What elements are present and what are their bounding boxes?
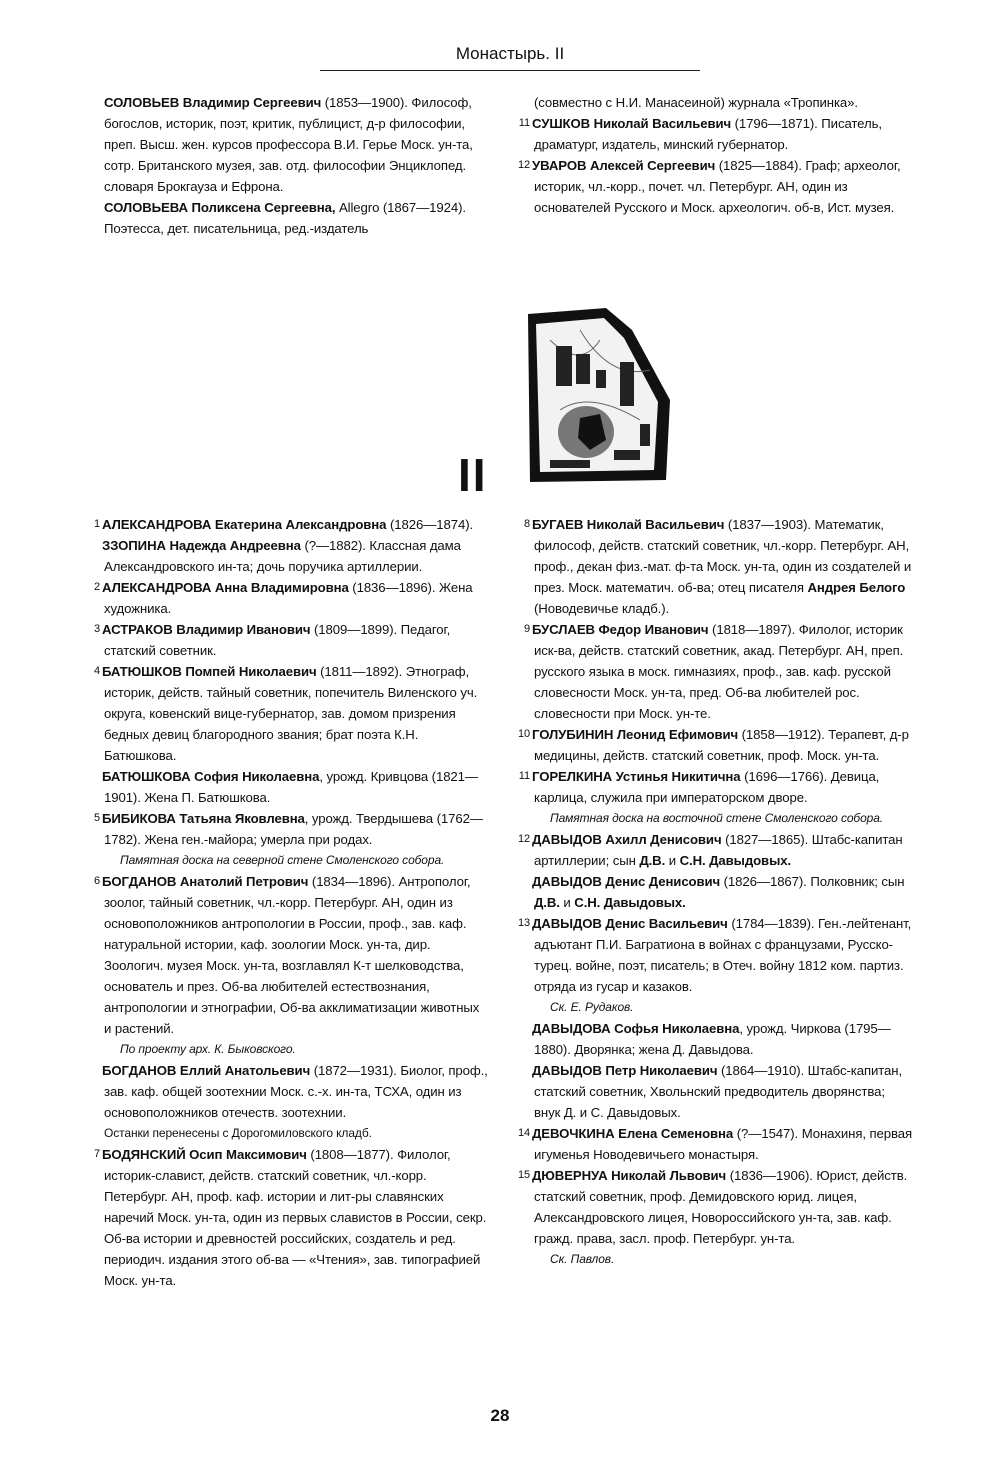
entry-name: ДАВЫДОВА Софья Николаевна bbox=[532, 1021, 740, 1036]
left-column bbox=[92, 514, 488, 1291]
list-item bbox=[92, 766, 488, 808]
entry-name: СОЛОВЬЕВ Владимир Сергеевич bbox=[104, 95, 322, 110]
top-right-column bbox=[518, 92, 914, 218]
list-item bbox=[92, 808, 488, 850]
entry-name: ГОРЕЛКИНА Устинья Никитична bbox=[532, 769, 741, 784]
entry-name: БОГДАНОВ Анатолий Петрович bbox=[102, 874, 309, 889]
list-item bbox=[518, 1123, 914, 1165]
list-item bbox=[522, 1060, 914, 1123]
entry-number: 12 bbox=[518, 833, 531, 845]
entry-text: (1826—1867). Полковник; сын bbox=[720, 874, 905, 889]
entry-text: (1696—1766). Девица, карлица, служила при императорском дворе. bbox=[534, 769, 880, 805]
cemetery-plan-image bbox=[520, 300, 680, 490]
entry-text: (1836—1896). Жена художника. bbox=[104, 580, 473, 616]
list-item bbox=[522, 619, 914, 724]
entry-name: ДАВЫДОВ Петр Николаевич bbox=[532, 1063, 718, 1078]
entry-number: 7 bbox=[93, 1148, 100, 1160]
entry-text: (1826—1874). bbox=[386, 517, 474, 532]
entry-text: (1827—1865). Штабс-капитан артиллерии; сын bbox=[534, 832, 903, 868]
list-item bbox=[518, 829, 914, 871]
entry-number: 13 bbox=[518, 917, 531, 929]
entry-number: 3 bbox=[93, 623, 100, 635]
entry-name: БОГДАНОВ Еллий Анатольевич bbox=[102, 1063, 311, 1078]
list-item bbox=[92, 577, 488, 619]
entry-name: БАТЮШКОВА София Николаевна bbox=[102, 769, 320, 784]
entry-text: (?—1882). Классная дама Александровского ин-та; дочь поручика артиллерии. bbox=[104, 538, 461, 574]
entry-name: БОДЯНСКИЙ Осип Максимович bbox=[102, 1147, 307, 1162]
entry-text: и bbox=[665, 853, 680, 868]
entry-note: Останки перенесены с Дорогомиловского кладб. bbox=[104, 1126, 372, 1140]
entry-text: (Новодевичье кладб.). bbox=[534, 601, 670, 616]
entry-name-ref: Андрея Белого bbox=[807, 580, 906, 595]
entry-text: (1864—1910). Штабс-капитан, статский советник, Хвольнский предводитель дворянства; внук Д. и С. Давыдовых. bbox=[534, 1063, 903, 1120]
entry-name: ГОЛУБИНИН Леонид Ефимович bbox=[532, 727, 739, 742]
entry-text: (1809—1899). Педагог, статский советник. bbox=[104, 622, 451, 658]
top-left-column bbox=[104, 92, 488, 239]
entry-text: (1784—1839). Ген.-лейтенант, адъютант П.И. Багратиона в войнах с французами, Русско-турец. войне, поэт, писатель; в Отеч. войну 1812 ком. партиз. отряда из гусар и казаков. bbox=[534, 916, 912, 994]
entry-number: 12 bbox=[518, 159, 531, 171]
entry-name: АЛЕКСАНДРОВА Екатерина Александровна bbox=[102, 517, 387, 532]
entry-name-ref: С.Н. Давыдовых. bbox=[679, 853, 792, 868]
entry-name: БУГАЕВ Николай Васильевич bbox=[532, 517, 725, 532]
entry-name: ДАВЫДОВ Ахилл Денисович bbox=[532, 832, 722, 847]
entry-name: АЛЕКСАНДРОВА Анна Владимировна bbox=[102, 580, 349, 595]
entry-name: АСТРАКОВ Владимир Иванович bbox=[102, 622, 311, 637]
entry-name-ref: Д.В. bbox=[639, 853, 666, 868]
list-item bbox=[92, 619, 488, 661]
list-item bbox=[522, 1018, 914, 1060]
list-item bbox=[92, 1144, 488, 1291]
entry-name: СУШКОВ Николай Васильевич bbox=[532, 116, 732, 131]
entry-note: Ск. Е. Рудаков. bbox=[550, 1000, 634, 1014]
entry-text: (1834—1896). Антрополог, зоолог, тайный советник, чл.-корр. Петербург. АН, один из основоположников антропологии в России, проф., зав. каф. натуральной истории, каф. зоологии Моск. ун-та, дир. Зоологич. музея Моск. ун-та, возглавлял К-т шелководства, основатель и през. Об-ва любителей естествознания, антропологии и этнографии, Об-ва акклиматизации животных и растений. bbox=[104, 874, 480, 1036]
entry-note: Памятная доска на северной стене Смоленского собора. bbox=[120, 853, 445, 867]
entry-text: (1808—1877). Филолог, историк-славист, действ. статский советник, чл.-корр. Петербург. АН, проф. каф. истории и лит-ры славянских наречий Моск. ун-та, один из первых славистов в России, секр. Об-ва истории и древностей российских, создатель и ред. периодич. издания этого об-ва — «Чтения», зав. типографией Моск. ун-та. bbox=[104, 1147, 487, 1288]
entry-text: (?—1547). Монахиня, первая игуменья Новодевичьего монастыря. bbox=[534, 1126, 913, 1162]
entry-text: (1837—1903). Математик, философ, действ. статский советник, чл.-корр. Петербург. АН, проф., декан физ.-мат. ф-та Моск. ун-та, один из создателей и през. Моск. математич. об-ва; отец писателя bbox=[534, 517, 912, 595]
continuation-text: (совместно с Н.И. Манасеиной) журнала «Тропинка». bbox=[534, 95, 858, 110]
entry-number: 2 bbox=[93, 581, 100, 593]
entry-name-ref: Д.В. bbox=[534, 895, 560, 910]
list-item bbox=[518, 155, 914, 218]
list-item bbox=[104, 92, 488, 197]
entry-number: 14 bbox=[518, 1127, 531, 1139]
list-item bbox=[92, 661, 488, 766]
entry-number: 11 bbox=[518, 117, 530, 129]
entry-number: 4 bbox=[93, 665, 100, 677]
list-item bbox=[104, 197, 488, 239]
entry-text: (1796—1871). Писатель, драматург, издатель, минский губернатор. bbox=[534, 116, 882, 152]
entry-text: , урожд. Кривцова (1821—1901). Жена П. Батюшкова. bbox=[104, 769, 478, 805]
entry-number: 15 bbox=[518, 1169, 531, 1181]
entry-text: (1836—1906). Юрист, действ. статский советник, проф. Демидовского юрид. лицея, Александровского лицея, Новороссийского ун-та, зав. каф. гражд. права, засл. проф. Петербург. ун-та. bbox=[534, 1168, 908, 1246]
list-item bbox=[518, 724, 914, 766]
entry-name: БУСЛАЕВ Федор Иванович bbox=[532, 622, 709, 637]
entry-name: БАТЮШКОВ Помпей Николаевич bbox=[102, 664, 317, 679]
entry-number: 6 bbox=[93, 875, 100, 887]
entry-note: По проекту арх. К. Быковского. bbox=[120, 1042, 296, 1056]
entry-number: 8 bbox=[523, 518, 530, 530]
entry-name: СОЛОВЬЕВА Поликсена Сергеевна, bbox=[104, 200, 336, 215]
entry-name-ref: С.Н. Давыдовых. bbox=[574, 895, 686, 910]
entry-note: Ск. Павлов. bbox=[550, 1252, 615, 1266]
entry-name: УВАРОВ Алексей Сергеевич bbox=[532, 158, 716, 173]
entry-number: 1 bbox=[93, 518, 100, 530]
running-header: Монастырь. II bbox=[320, 44, 700, 71]
list-item bbox=[518, 113, 914, 155]
entry-number: 11 bbox=[518, 770, 530, 782]
section-roman-numeral: II bbox=[458, 449, 488, 501]
entry-name: ДЮВЕРНУА Николай Львович bbox=[532, 1168, 727, 1183]
list-item bbox=[92, 871, 488, 1039]
entry-number: 9 bbox=[523, 623, 530, 635]
entry-text: (1872—1931). Биолог, проф., зав. каф. общей зоотехнии Моск. с.-х. ин-та, ТСХА, один из основоположников отечеств. зоотехнии. bbox=[104, 1063, 488, 1120]
entry-text: (1811—1892). Этнограф, историк, действ. тайный советник, попечитель Виленского уч. округа, ковенский вице-губернатор, зав. домом призрения бедных девиц благородного звания; брат поэта К.Н. Батюшкова. bbox=[104, 664, 478, 763]
entry-name: ДЕВОЧКИНА Елена Семеновна bbox=[532, 1126, 734, 1141]
list-item bbox=[518, 913, 914, 997]
right-column bbox=[518, 514, 914, 1270]
list-item bbox=[92, 535, 488, 577]
list-item bbox=[518, 766, 914, 808]
entry-note: Памятная доска на восточной стене Смоленского собора. bbox=[550, 811, 884, 825]
entry-number: 5 bbox=[93, 812, 100, 824]
entry-text: и bbox=[559, 895, 575, 910]
entry-name: ДАВЫДОВ Денис Васильевич bbox=[532, 916, 728, 931]
list-item bbox=[92, 514, 488, 535]
page-number: 28 bbox=[490, 1406, 510, 1425]
entry-name: ЗЗОПИНА Надежда Андреевна bbox=[102, 538, 301, 553]
list-item bbox=[522, 514, 914, 619]
entry-number: 10 bbox=[518, 728, 531, 740]
entry-text: (1818—1897). Филолог, историк иск-ва, действ. статский советник, акад. Петербург. АН, преп. русского языка в моск. гимназиях, проф., зав. каф. русской словесности Моск. ун-та, пред. Об-ва любителей рос. словесности при Моск. ун-те. bbox=[534, 622, 904, 721]
entry-text: Allegro (1867—1924). Поэтесса, дет. писательница, ред.-издатель bbox=[104, 200, 466, 236]
entry-name: БИБИКОВА Татьяна Яковлевна bbox=[102, 811, 305, 826]
entry-text: (1825—1884). Граф; археолог, историк, чл.-корр., почет. чл. Петербург. АН, один из основателей Русского и Моск. археологич. об-в, Ист. музея. bbox=[534, 158, 901, 215]
list-item bbox=[522, 871, 914, 913]
entry-name: ДАВЫДОВ Денис Денисович bbox=[532, 874, 721, 889]
list-item bbox=[92, 1060, 488, 1123]
entry-text: (1853—1900). Философ, богослов, историк, поэт, критик, публицист, д-р философии, преп. Высш. жен. курсов профессора В.И. Герье Моск. ун-та, сотр. Британского музея, зав. отд. философии Энциклопед. словаря Брокгауза и Ефрона. bbox=[104, 95, 473, 194]
list-item bbox=[518, 1165, 914, 1249]
entry-text: , урожд. Твердышева (1762—1782). Жена ген.-майора; умерла при родах. bbox=[104, 811, 483, 847]
entry-text: , урожд. Чиркова (1795—1880). Дворянка; жена Д. Давыдова. bbox=[534, 1021, 891, 1057]
entry-text: (1858—1912). Терапевт, д-р медицины, действ. статский советник, проф. Моск. ун-та. bbox=[534, 727, 909, 763]
